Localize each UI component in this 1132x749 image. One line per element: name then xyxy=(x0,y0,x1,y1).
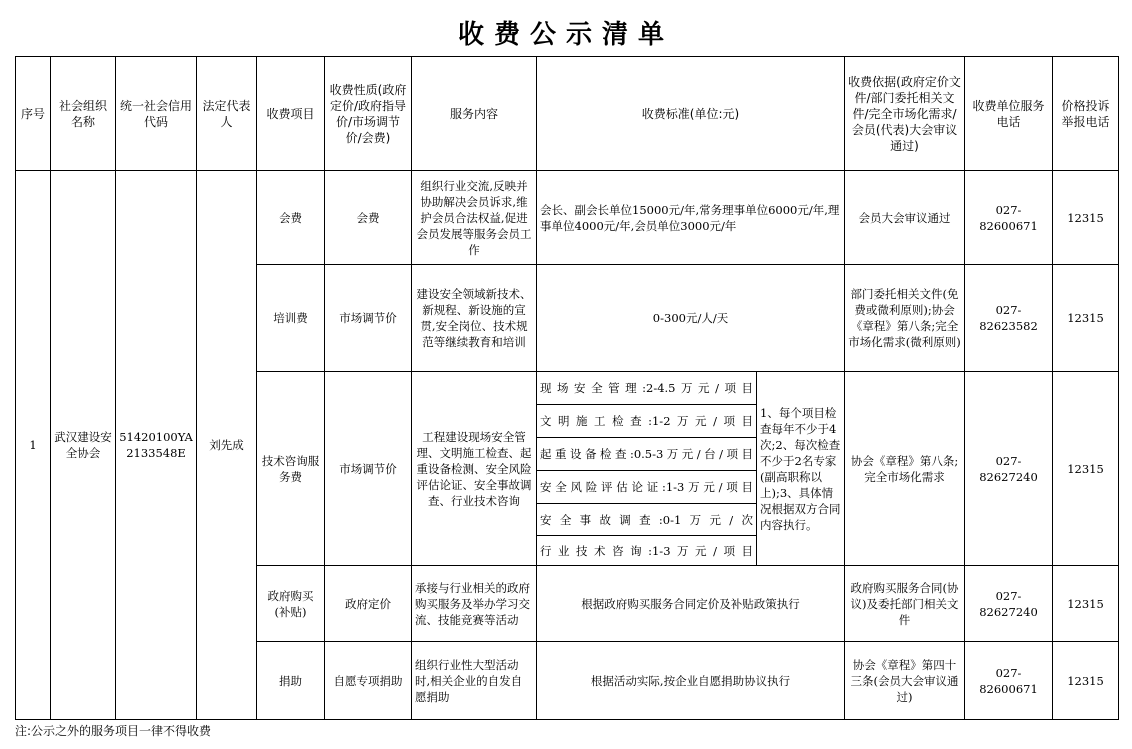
fee-basis: 会员大会审议通过 xyxy=(845,171,965,265)
header-standard: 收费标准(单位:元) xyxy=(537,57,845,171)
training-phone: 027-82623582 xyxy=(965,265,1053,372)
gov-phone: 027-82627240 xyxy=(965,566,1053,642)
consult-service: 工程建设现场安全管理、文明施工检查、起重设备检测、安全风险评估论证、安全事故调查、行业技术咨询 xyxy=(412,372,537,566)
donation-item: 捐助 xyxy=(257,642,325,720)
header-legal-rep: 法定代表人 xyxy=(197,57,257,171)
gov-standard: 根据政府购买服务合同定价及补贴政策执行 xyxy=(537,566,845,642)
gov-complaint: 12315 xyxy=(1053,566,1119,642)
consult-standard-3: 起重设备检查:0.5-3万元/台/项目 xyxy=(537,438,757,471)
consult-complaint: 12315 xyxy=(1053,372,1119,566)
header-item: 收费项目 xyxy=(257,57,325,171)
consult-item: 技术咨询服务费 xyxy=(257,372,325,566)
fee-nature: 会费 xyxy=(325,171,412,265)
header-complaint: 价格投诉举报电话 xyxy=(1053,57,1119,171)
fee-complaint: 12315 xyxy=(1053,171,1119,265)
fee-phone: 027-82600671 xyxy=(965,171,1053,265)
org-name: 武汉建设安全协会 xyxy=(51,171,116,720)
training-basis: 部门委托相关文件(免费或微利原则);协会《章程》第八条;完全市场化需求(微利原则) xyxy=(845,265,965,372)
consult-standard-2: 文明施工检查:1-2万元/项目 xyxy=(537,405,757,438)
footnote: 注:公示之外的服务项目一律不得收费 xyxy=(15,724,212,738)
header-phone: 收费单位服务电话 xyxy=(965,57,1053,171)
fee-table xyxy=(15,56,1119,720)
org-credit-code: 51420100YA2133548E xyxy=(116,171,197,720)
consult-standard-5: 安全事故调查:0-1万元/次 xyxy=(537,504,757,536)
training-complaint: 12315 xyxy=(1053,265,1119,372)
gov-item: 政府购买(补贴) xyxy=(257,566,325,642)
training-nature: 市场调节价 xyxy=(325,265,412,372)
training-standard: 0-300元/人/天 xyxy=(537,265,845,372)
header-nature: 收费性质(政府定价/政府指导价/市场调节价/会费) xyxy=(325,57,412,171)
header-org-name: 社会组织名称 xyxy=(51,57,116,171)
table-row-fee xyxy=(16,171,1119,265)
consult-standard-4: 安全风险评估论证:1-3万元/项目 xyxy=(537,471,757,504)
header-basis: 收费依据(政府定价文件/部门委托相关文件/完全市场化需求/会员(代表)大会审议通过) xyxy=(845,57,965,171)
donation-phone: 027-82600671 xyxy=(965,642,1053,720)
gov-service: 承接与行业相关的政府购买服务及举办学习交流、技能竞赛等活动 xyxy=(412,566,537,642)
fee-table-container xyxy=(15,56,1118,719)
gov-basis: 政府购买服务合同(协议)及委托部门相关文件 xyxy=(845,566,965,642)
header-seq: 序号 xyxy=(16,57,51,171)
org-legal-rep: 刘先成 xyxy=(197,171,257,720)
training-item: 培训费 xyxy=(257,265,325,372)
gov-nature: 政府定价 xyxy=(325,566,412,642)
header-service: 服务内容 xyxy=(412,57,537,171)
donation-standard: 根据活动实际,按企业自愿捐助协议执行 xyxy=(537,642,845,720)
training-service: 建设安全领域新技术、新规程、新设施的宣贯,安全岗位、技术规范等继续教育和培训 xyxy=(412,265,537,372)
consult-basis: 协会《章程》第八条;完全市场化需求 xyxy=(845,372,965,566)
page-title: 收费公示清单 xyxy=(457,20,674,50)
donation-complaint: 12315 xyxy=(1053,642,1119,720)
consult-phone: 027-82627240 xyxy=(965,372,1053,566)
consult-standard-6: 行业技术咨询:1-3万元/项目 xyxy=(537,536,757,566)
consult-remarks: 1、每个项目检查每年不少于4次;2、每次检查不少于2名专家(副高职称以上);3、具体情况根据双方合同内容执行。 xyxy=(757,372,845,566)
fee-service: 组织行业交流,反映并协助解决会员诉求,维护会员合法权益,促进会员发展等服务会员工作 xyxy=(412,171,537,265)
consult-standard-1: 现场安全管理:2-4.5万元/项目 xyxy=(537,372,757,405)
consult-nature: 市场调节价 xyxy=(325,372,412,566)
header-credit-code: 统一社会信用代码 xyxy=(116,57,197,171)
donation-nature: 自愿专项捐助 xyxy=(325,642,412,720)
donation-service: 组织行业性大型活动时,相关企业的自发自愿捐助 xyxy=(412,642,537,720)
donation-basis: 协会《章程》第四十三条(会员大会审议通过) xyxy=(845,642,965,720)
header-row xyxy=(16,57,1119,171)
org-seq: 1 xyxy=(16,171,51,720)
fee-item: 会费 xyxy=(257,171,325,265)
fee-standard: 会长、副会长单位15000元/年,常务理事单位6000元/年,理事单位4000元/年,会员单位3000元/年 xyxy=(537,171,845,265)
